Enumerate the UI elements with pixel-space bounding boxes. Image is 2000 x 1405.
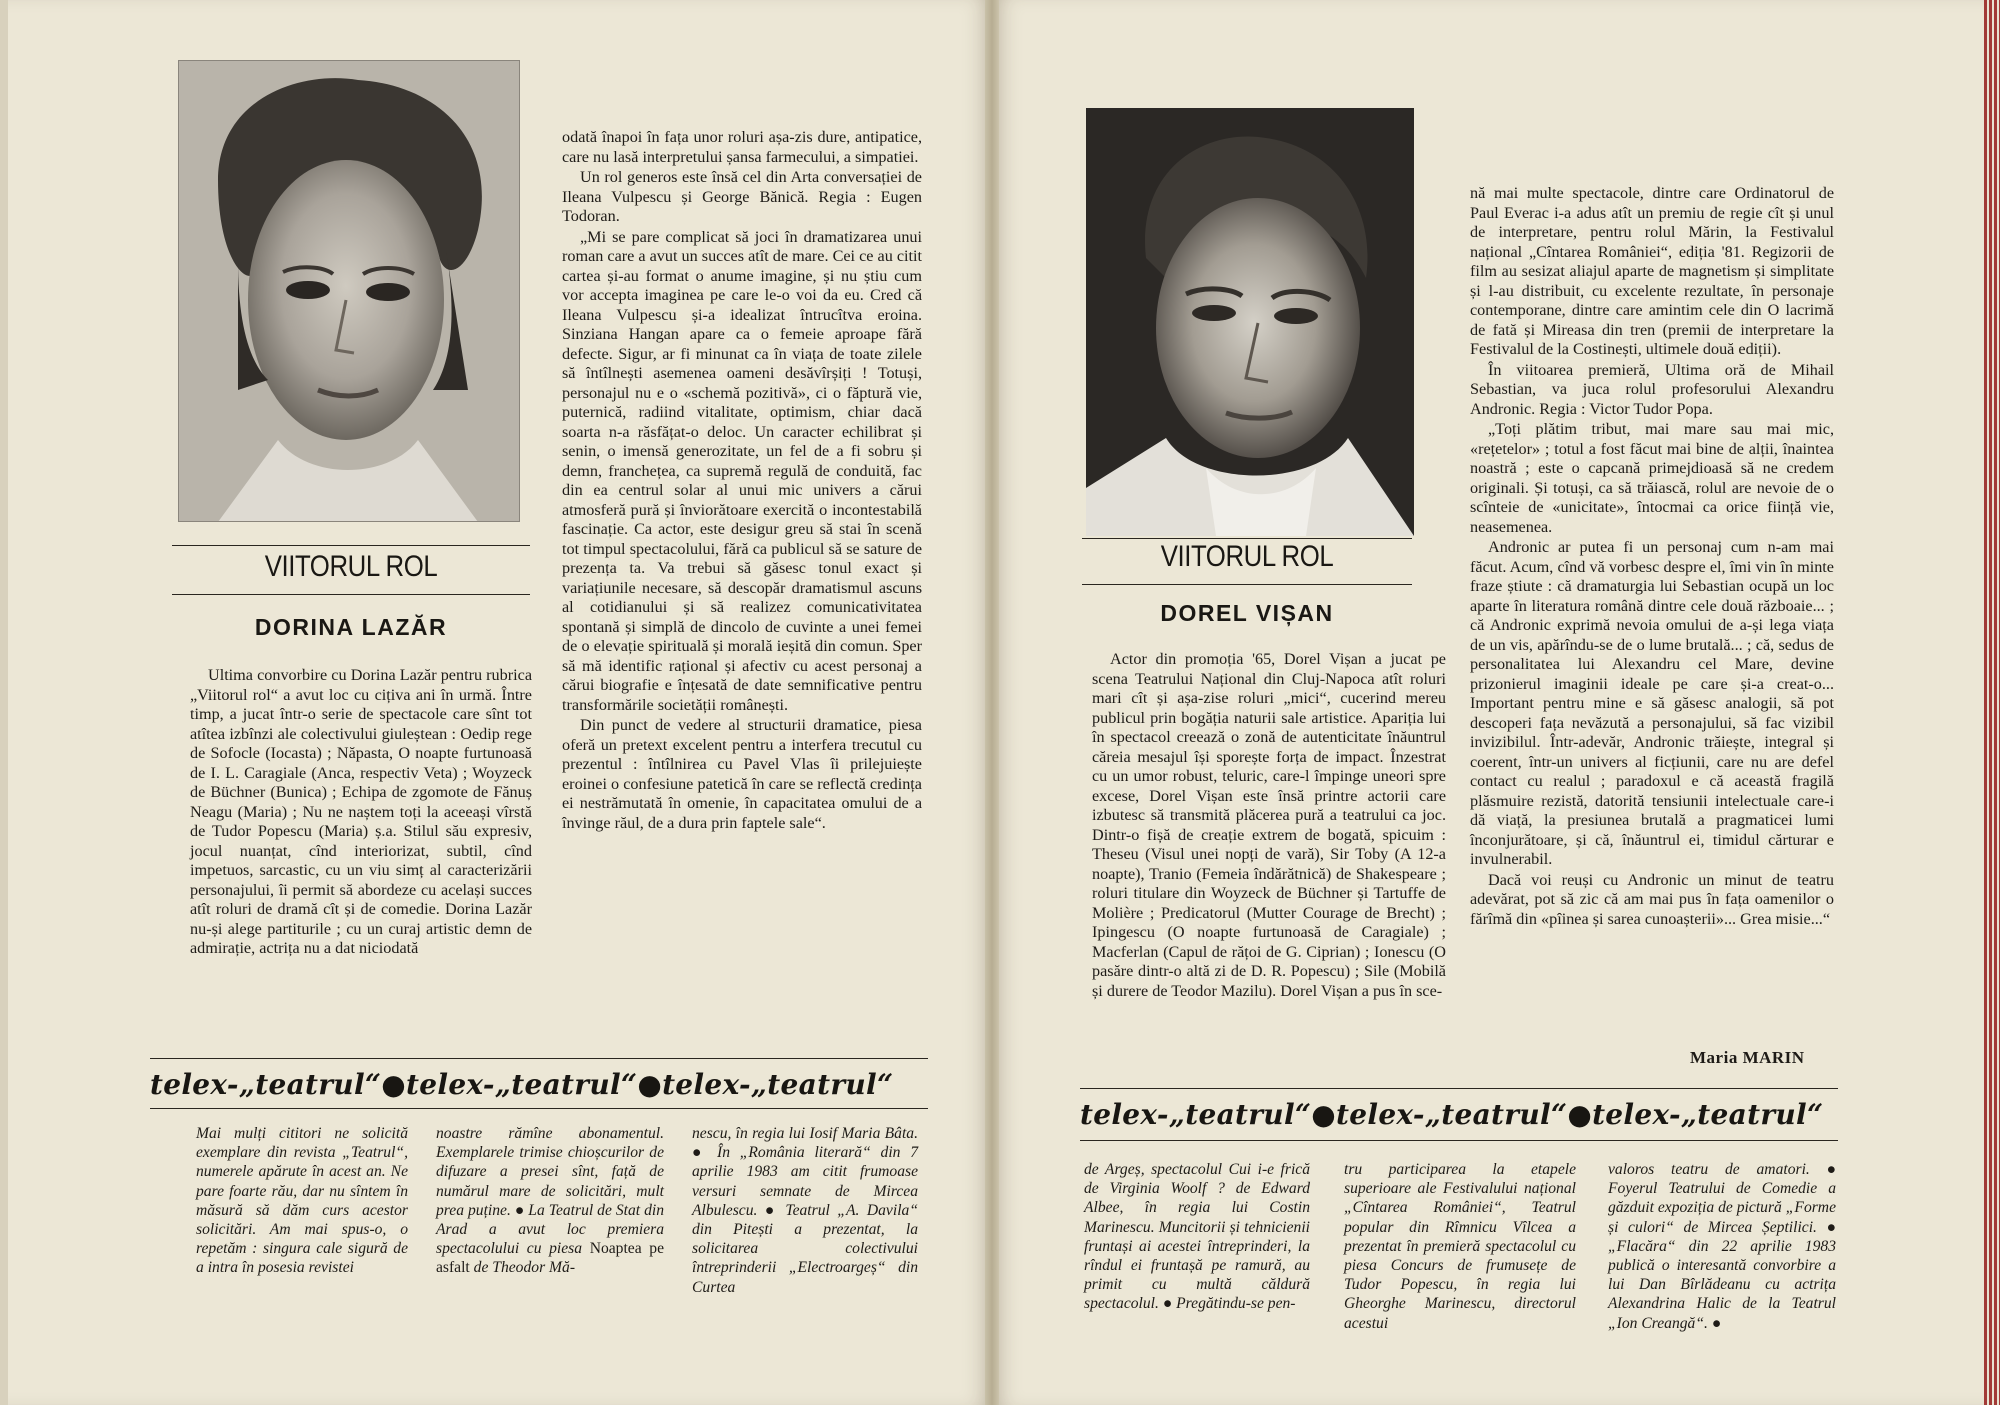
telex-column-3: nescu, în regia lui Iosif Maria Bâta. ● În „România literară“ din 7 aprilie 1983 am citit frumoase versuri semnate de Mircea Albulescu. ● Teatrul „A. Davila“ din Pitești a prezentat, la solicitarea colectivului întreprinderii „Electroargeș“ din Curtea: [692, 1125, 918, 1296]
telex-rule-top: [150, 1058, 928, 1059]
actor-name: DORINA LAZĂR: [254, 614, 448, 640]
telex-rule-top: [1080, 1088, 1838, 1089]
heading-rule-top: [172, 545, 530, 546]
paragraph: nă mai multe spectacole, dintre care Ordinatorul de Paul Everac i-a adus atît un premiu de regie cît și unul de interpretare, pentru rolul Mărin, la Festivalul național „Cîntarea României“, ediția '81. Regizorii de film au sesizat aliajul aparte de magnetism și simplitate și l-au distribuit, cu excelente rezultate, în personaje contemporane, dintre care amintim cele din O lacrimă de fată și Mireasa din tren (premii de interpretare la Festivalul de la Costinești, ultimele două ediții).: [1470, 184, 1834, 358]
paragraph: „Mi se pare complicat să joci în dramatizarea unui roman care a avut un succes atît de mare. Cei ce au citit cartea și-au format o anume imagine, și nu știu cum vor accepta imaginea pe care le-o voi da eu. Cred că Ileana Vulpescu și-a idealizat întrucîtva eroina. Sinziana Hangan apare ca o femeie aproape fără defecte. Sigur, ar fi minunat ca în viața de toate zilele să întîlnești asemenea oameni desăvîrșiți ! Totuși, personajul nu e o «schemă pozitivă», ci o făptură vie, puternică, radiind vitalitate, optimism, chiar dacă soarta n-a răsfățat-o deloc. Un caracter echilibrat și senin, o imensă generozitate, un fel de a fi sobru și demn, franchețea, ca supremă regulă de conduită, fac din ea centrul solar al unui mic univers a cărui atmosferă pură și înviorătoare exercită o incontestabilă fascinație. Ca actor, este desigur greu să stai în scenă tot timpul spectacolului, fără ca publicul să se sature de prezența ta. Va trebui să găsesc tonul exact și variațiunile necesare, să descopăr dramatismul ascuns al cotidianului și să realizez comunicativitatea spontană și simplă de dincolo de cuvinte a unei femei de o elevație spirituală și morală ieșită din comun. Sper să mă identific rațional și afectiv cu acest personaj a cărui biografie e înțesată de date semnificative pentru transformările societății românești.: [562, 227, 923, 714]
telex-banner: telex-„teatrul“●telex-„teatrul“●telex-„teatrul“: [1080, 1098, 1824, 1131]
author-signature: Maria MARIN: [1690, 1048, 1805, 1067]
article-column-1: [1092, 650, 1446, 1070]
telex-column-1: Mai mulți cititori ne solicită exemplare din revista „Teatrul“, numerele apărute în acest an. Ne pare foarte rău, dar nu sîntem în măsură să dăm curs acestor solicitări. Am mai spus-o, o repetăm : singura cale sigură de a intra în posesia revistei: [196, 1125, 408, 1277]
telex-text: noastre rămîne abonamentul. Exemplarele trimise chioșcurilor de difuzare a presei sînt, față de numărul mare de solicitări, mult prea puține. ● La Teatrul de Stat din Arad a avut loc premiera spectacolului cu piesa: [436, 1125, 664, 1258]
left-page-edge: [0, 0, 8, 1405]
portrait-photo-dorina-lazar: [178, 60, 520, 522]
telex-column-1: de Argeș, spectacolul Cui i-e frică de Virginia Woolf ? de Edward Albee, în regia lui Costin Marinescu. Muncitorii și tehnicienii fruntași ai acestei întreprinderi, la rîndul ei fruntașă pe ramură, au primit cu multă căldură spectacolul. ● Pregătindu-se pen-: [1084, 1161, 1310, 1313]
paragraph: Ultima convorbire cu Dorina Lazăr pentru rubrica „Viitorul rol“ a avut loc cu cițiva ani în urmă. Între timp, a jucat într-o serie de spectacole care sînt tot atîtea izbînzi ale colectivului giuleștean : Oedip rege de Sofocle (Iocasta) ; Năpasta, O noapte furtunoasă de I. L. Caragiale (Anca, respectiv Veta) ; Woyzeck de Büchner (Bunica) ; Echipa de zgomote de Fănuș Neagu (Maria) ; Nu ne naștem toți la aceeași vîrstă de Tudor Popescu (Maria) ș.a. Stilul său expresiv, jocul nuanțat, cînd interiorizat, subtil, cînd impetuos, sarcastic, cu un viu simț al caracterizării personajului, îi permit să abordeze cu același succes atît roluri de dramă cît și de comedie. Dorina Lazăr nu-și alege partiturile ; cu un curaj artistic demn de admirație, actrița nu a dat niciodată: [190, 666, 532, 957]
paragraph: „Toți plătim tribut, mai mare sau mai mic, «rețetelor» ; totul a fost făcut mai bine de alții, înaintea noastră ; este o capcană primejdioasă să ne credem originali. Și totuși, ca să trăiască, rolul are nevoie de o scînteie de «unicitate», întocmai ca orice ființă vie, neasemenea.: [1470, 420, 1834, 536]
section-heading: VIITORUL ROL: [264, 550, 438, 583]
play-title: Noaptea pe asfalt: [436, 1240, 664, 1277]
paragraph: odată înapoi în fața unor roluri așa-zis dure, antipatice, care nu lasă interpretului șansa farmecului, a simpatiei.: [562, 128, 922, 166]
article-column-2: [562, 128, 922, 1040]
paragraph: Un rol generos este însă cel din Arta conversației de Ileana Vulpescu și George Bănică. Regia : Eugen Todoran.: [562, 168, 922, 225]
article-column-2: [1470, 184, 1834, 1034]
heading-rule-top: [1082, 538, 1412, 539]
paragraph: Andronic ar putea fi un personaj cum n-am mai făcut. Acum, cînd vă vorbesc despre el, îmi vin în minte fraze știute : că dramaturgia lui Sebastian ocupă un loc aparte în literatura română dintre cele două războaie... ; că Andronic exprimă nevoia omului de a-și lega viața de un vis, apărîndu-se de o lume brutală... ; că, sedus de personalitatea lui Alexandru cel Mare, devine prizonierul imaginii ideale pe care și-a creat-o... Important pentru mine e să găsesc analogii, să pot descoperi fața nevăzută a personajului, să fac vizibil invizibilul. Într-adevăr, Andronic trăiește, integral și coerent, într-un univers al ficțiunii, care nu are defel contact cu realul ; paradoxul e că această fragilă plăsmuire rezistă, datorită tensiunii intelectuale care-i dă viață, la presiunea brutală a pragmaticei lumi înconjurătoare, și că, înăuntrul ei, timidul cărturar e invulnerabil.: [1470, 538, 1834, 868]
heading-rule-bottom: [1082, 584, 1412, 585]
telex-rule-bottom: [1080, 1140, 1838, 1141]
telex-text: de Theodor Mă-: [469, 1259, 576, 1277]
book-gutter: [985, 0, 999, 1405]
section-heading: VIITORUL ROL: [1160, 540, 1334, 573]
paragraph: Actor din promoția '65, Dorel Vișan a jucat pe scena Teatrului Național din Cluj-Napoca atît roluri mari cît și așa-zise roluri „mici“, cucerind mereu publicul prin bogăția naturii sale artistice. Apariția lui în spectacol creează o zonă de autenticitate înăuntrul căreia mesajul își sporește forța de impact. Înzestrat cu un umor robust, teluric, care-l împinge uneori spre excese, Dorel Vișan este însă printre actorii care izbutesc să transmită plăcerea pură a teatrului ca joc. Dintr-o fișă de creație extrem de bogată, spicuim : Theseu (Visul unei nopți de vară), Sir Toby (A 12-a noapte), Tranio (Femeia îndărătnică) de Shakespeare ; roluri titulare din Woyzeck de Büchner și Tartuffe de Molière ; Predicatorul (Mutter Courage de Brecht) ; Ipingescu (O noapte furtunoasă de Caragiale) ; Macferlan (Capul de rățoi de G. Ciprian) ; Ionescu (O pasăre dintr-o altă zi de D. R. Popescu) ; Sile (Mobilă și durere de Teodor Mazilu). Dorel Vișan a pus în sce-: [1092, 650, 1446, 1000]
paragraph: În viitoarea premieră, Ultima oră de Mihail Sebastian, va juca rolul profesorului Alexandru Andronic. Regia : Victor Tudor Popa.: [1470, 360, 1834, 418]
telex-banner: telex-„teatrul“●telex-„teatrul“●telex-„teatrul“: [150, 1068, 894, 1101]
actor-name: DOREL VIȘAN: [1160, 600, 1334, 626]
telex-column-3: valoros teatru de amatori. ● Foyerul Teatrului de Comedie a găzduit expoziția de pictură „Forme și culori“ de Mircea Șeptilici. ● „Flacăra“ din 22 aprilie 1983 publică o interesantă convorbire a lui Dan Bîrlădeanu cu actrița Alexandrina Halic de la Teatrul „Ion Creangă“. ●: [1608, 1161, 1836, 1332]
telex-column-2: tru participarea la etapele superioare ale Festivalului național „Cîntarea României“, Teatrul popular din Rîmnicu Vîlcea a prezentat în premieră spectacolul cu piesa Concurs de frumusețe de Tudor Popescu, în regia lui Gheorghe Marinescu, directorul acestui: [1344, 1161, 1576, 1332]
paragraph: Din punct de vedere al structurii dramatice, piesa oferă un pretext excelent pentru a interfera trecutul cu prezentul : întîlnirea cu Pavel Vlas îi prilejuiește eroinei o confesiune patetică în care se reflectă credința ei nestrămutată în omenie, în capacitatea omului de a învinge răul, de a dura prin faptele sale“.: [562, 716, 922, 832]
article-column-1: [190, 666, 532, 1046]
portrait-photo-dorel-visan: [1086, 108, 1414, 536]
telex-column-2: [436, 1124, 664, 1278]
heading-rule-bottom: [172, 594, 530, 595]
telex-rule-bottom: [150, 1108, 928, 1109]
book-cover-edge: [1984, 0, 2000, 1405]
paragraph: Dacă voi reuși cu Andronic un minut de teatru adevărat, pot să zic că am mai pus în fața oamenilor o fărîmă din «pîinea și sarea cunoașterii»... Grea misie...“: [1470, 870, 1834, 928]
